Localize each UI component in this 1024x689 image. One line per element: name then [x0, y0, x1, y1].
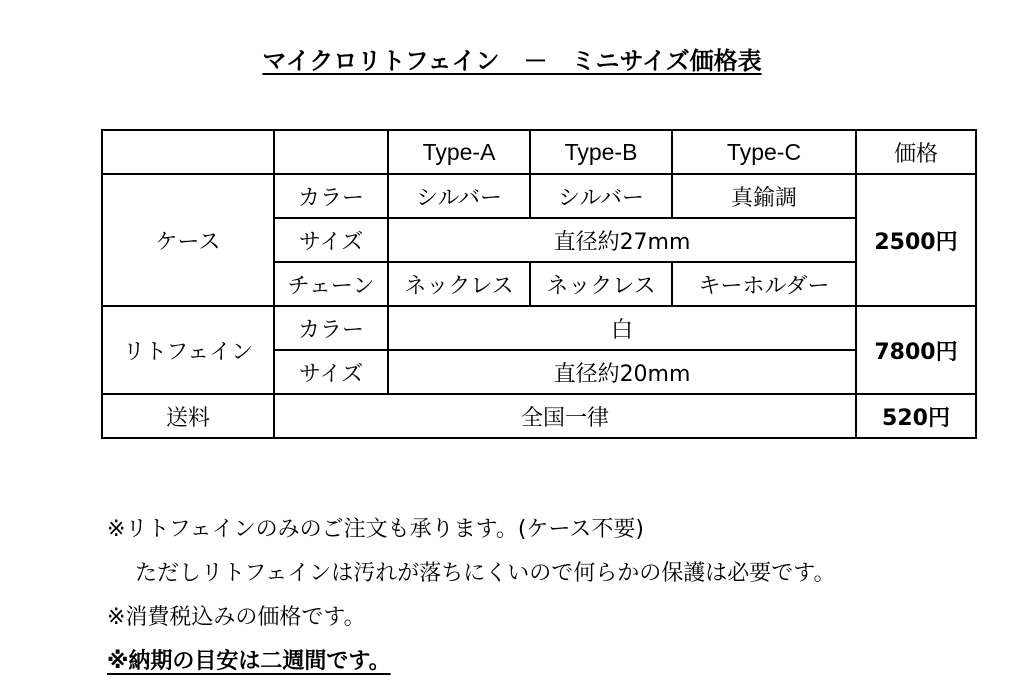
lithophane-color-row — [102, 306, 976, 350]
case-chain-type-b: ネックレス — [530, 262, 672, 306]
case-color-label: カラー — [274, 174, 388, 218]
page-title — [0, 44, 1024, 78]
header-empty-cell — [274, 130, 388, 174]
header-type-c: Type-C — [672, 130, 856, 174]
note-line: ※リトフェインのみのご注文も承ります。(ケース不要) — [107, 517, 644, 542]
header-empty-cell — [102, 130, 274, 174]
header-price: 価格 — [856, 130, 976, 174]
case-label: ケース — [102, 174, 274, 306]
case-chain-type-a: ネックレス — [388, 262, 530, 306]
page-title-text: マイクロリトフェイン － ミニサイズ価格表 — [262, 47, 762, 75]
shipping-price: 520円 — [856, 394, 976, 438]
header-type-b: Type-B — [530, 130, 672, 174]
case-size-label: サイズ — [274, 218, 388, 262]
case-size-value: 直径約27mm — [388, 218, 856, 262]
price-table — [101, 129, 977, 439]
header-type-a: Type-A — [388, 130, 530, 174]
case-color-row — [102, 174, 976, 218]
case-price: 2500円 — [856, 174, 976, 306]
case-chain-type-c: キーホルダー — [672, 262, 856, 306]
lithophane-color-label: カラー — [274, 306, 388, 350]
case-color-type-a: シルバー — [388, 174, 530, 218]
lithophane-label: リトフェイン — [102, 306, 274, 394]
lithophane-size-label: サイズ — [274, 350, 388, 394]
case-color-type-c: 真鍮調 — [672, 174, 856, 218]
lithophane-size-value: 直径約20mm — [388, 350, 856, 394]
notes-section — [107, 508, 835, 684]
shipping-row — [102, 394, 976, 438]
shipping-value: 全国一律 — [274, 394, 856, 438]
header-row — [102, 130, 976, 174]
lithophane-price: 7800円 — [856, 306, 976, 394]
case-chain-label: チェーン — [274, 262, 388, 306]
note-line: ただしリトフェインは汚れが落ちにくいので何らかの保護は必要です。 — [135, 561, 836, 586]
note-line: ※消費税込みの価格です。 — [107, 605, 366, 630]
shipping-label: 送料 — [102, 394, 274, 438]
case-color-type-b: シルバー — [530, 174, 672, 218]
lithophane-color-value: 白 — [388, 306, 856, 350]
note-delivery: ※納期の目安は二週間です。 — [107, 649, 391, 674]
